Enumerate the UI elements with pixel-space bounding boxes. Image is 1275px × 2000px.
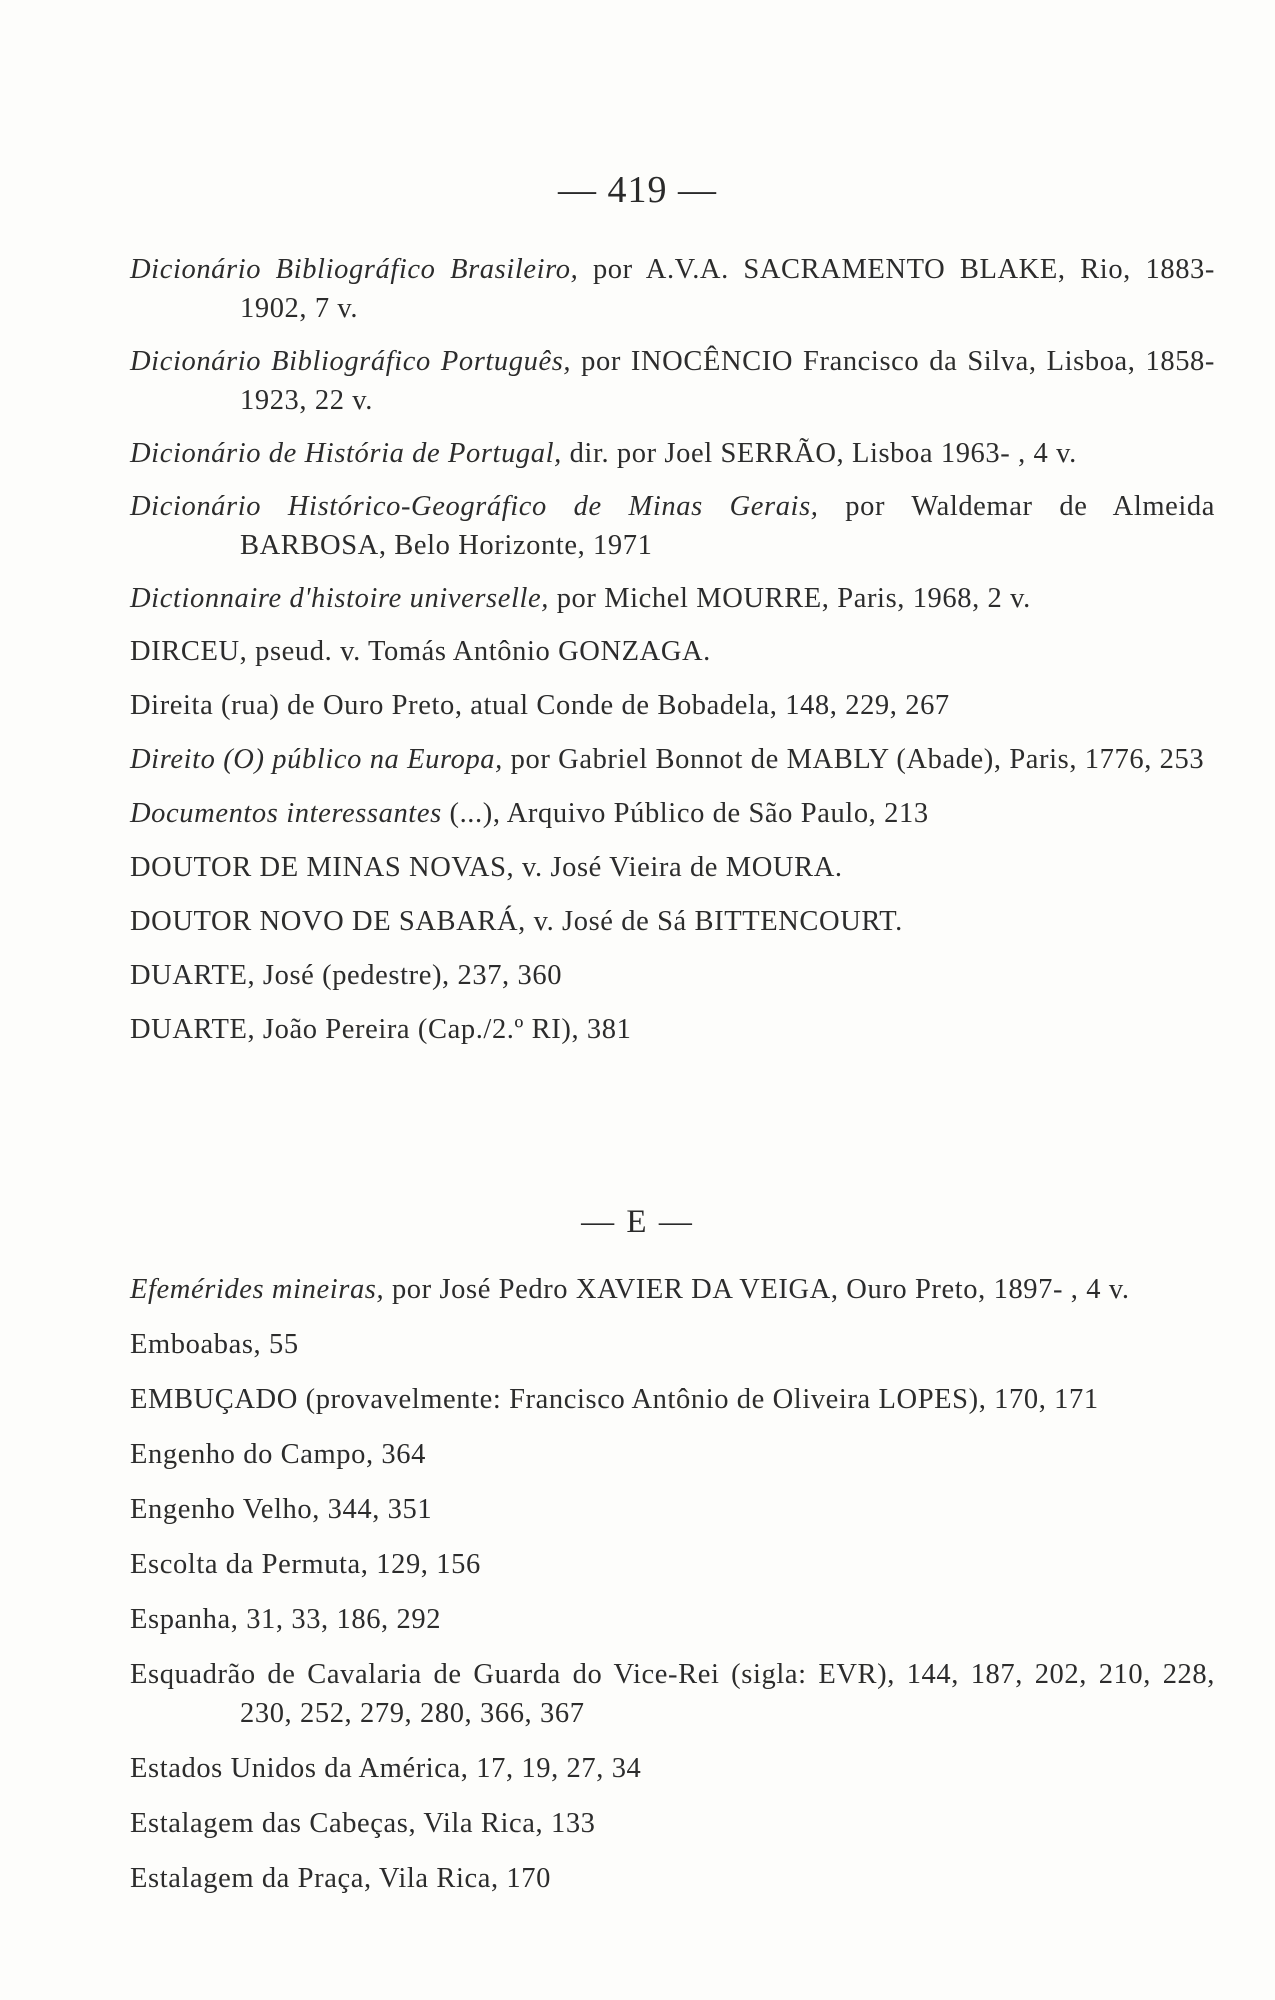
index-entry: [130, 1804, 1215, 1843]
entry-text: EMBUÇADO (provavelmente: Francisco Antônio de Oliveira LOPES), 170, 171: [130, 1384, 1099, 1415]
index-section-d: [130, 250, 1215, 1049]
entry-text: por INOCÊNCIO Francisco da Silva, Lisboa, 1858-1923, 22 v.: [240, 346, 1215, 416]
entry-text: por A.V.A. SACRAMENTO BLAKE, Rio, 1883-1902, 7 v.: [240, 254, 1215, 324]
index-entry: [130, 1380, 1215, 1419]
index-entry: [130, 1010, 1215, 1049]
page-number: — 419 —: [558, 169, 717, 211]
entry-text: DOUTOR NOVO DE SABARÁ, v. José de Sá BITTENCOURT.: [130, 906, 903, 937]
entry-text: por Waldemar de Almeida BARBOSA, Belo Horizonte, 1971: [240, 491, 1215, 561]
entry-text: Emboabas, 55: [130, 1329, 299, 1360]
entry-title: Dicionário Bibliográfico Português,: [130, 346, 572, 377]
index-entry: [130, 1859, 1215, 1898]
index-entry: [130, 1325, 1215, 1364]
entry-text: Estalagem da Praça, Vila Rica, 170: [130, 1863, 551, 1894]
index-entry: [130, 740, 1215, 779]
entry-text: dir. por Joel SERRÃO, Lisboa 1963- , 4 v.: [561, 438, 1077, 469]
index-section-e: [130, 1270, 1215, 1898]
index-entry: [130, 1490, 1215, 1529]
entry-text: Estados Unidos da América, 17, 19, 27, 34: [130, 1753, 642, 1784]
entry-text: Direita (rua) de Ouro Preto, atual Conde de Bobadela, 148, 229, 267: [130, 690, 950, 721]
index-entry: [130, 1270, 1215, 1309]
index-entry: [130, 902, 1215, 941]
entry-text: por Michel MOURRE, Paris, 1968, 2 v.: [548, 583, 1031, 614]
entry-title: Dictionnaire d'histoire universelle,: [130, 583, 549, 614]
entry-text: DUARTE, João Pereira (Cap./2.º RI), 381: [130, 1014, 632, 1045]
entry-title: Direito (O) público na Europa,: [130, 744, 503, 775]
entry-text: Engenho Velho, 344, 351: [130, 1494, 433, 1525]
index-entry: [130, 250, 1215, 328]
index-entry: [130, 487, 1215, 565]
index-entry: [130, 848, 1215, 887]
entry-text: Engenho do Campo, 364: [130, 1439, 426, 1470]
entry-text: DUARTE, José (pedestre), 237, 360: [130, 960, 563, 991]
index-entry: [130, 579, 1215, 618]
index-entry: [130, 1545, 1215, 1584]
section-heading-e: — E —: [581, 1204, 694, 1240]
entry-text: DOUTOR DE MINAS NOVAS, v. José Vieira de MOURA.: [130, 852, 843, 883]
entry-text: por Gabriel Bonnot de MABLY (Abade), Paris, 1776, 253: [502, 744, 1205, 775]
entry-title: Documentos interessantes: [130, 798, 442, 829]
entry-title: Efemérides mineiras,: [130, 1274, 385, 1305]
index-entry: [130, 1749, 1215, 1788]
index-entry: [130, 1435, 1215, 1474]
index-entry: [130, 1600, 1215, 1639]
entry-text: DIRCEU, pseud. v. Tomás Antônio GONZAGA.: [130, 636, 711, 667]
entry-text: por José Pedro XAVIER DA VEIGA, Ouro Preto, 1897- , 4 v.: [384, 1274, 1130, 1305]
entry-title: Dicionário Histórico-Geográfico de Minas Gerais,: [130, 491, 819, 522]
entry-text: (...), Arquivo Público de São Paulo, 213: [441, 798, 929, 829]
entry-text: Escolta da Permuta, 129, 156: [130, 1549, 481, 1580]
entry-text: Esquadrão de Cavalaria de Guarda do Vice-Rei (sigla: EVR), 144, 187, 202, 210, 228, 230, 252, 279, 280, 366, 367: [130, 1659, 1215, 1729]
index-entry: [130, 686, 1215, 725]
index-entry: [130, 434, 1215, 473]
entry-title: Dicionário Bibliográfico Brasileiro,: [130, 254, 579, 285]
entry-text: Estalagem das Cabeças, Vila Rica, 133: [130, 1808, 596, 1839]
index-entry: [130, 342, 1215, 420]
entry-text: Espanha, 31, 33, 186, 292: [130, 1604, 442, 1635]
entry-title: Dicionário de História de Portugal,: [130, 438, 562, 469]
index-entry: [130, 794, 1215, 833]
index-entry: [130, 1655, 1215, 1733]
index-entry: [130, 956, 1215, 995]
index-entry: [130, 632, 1215, 671]
